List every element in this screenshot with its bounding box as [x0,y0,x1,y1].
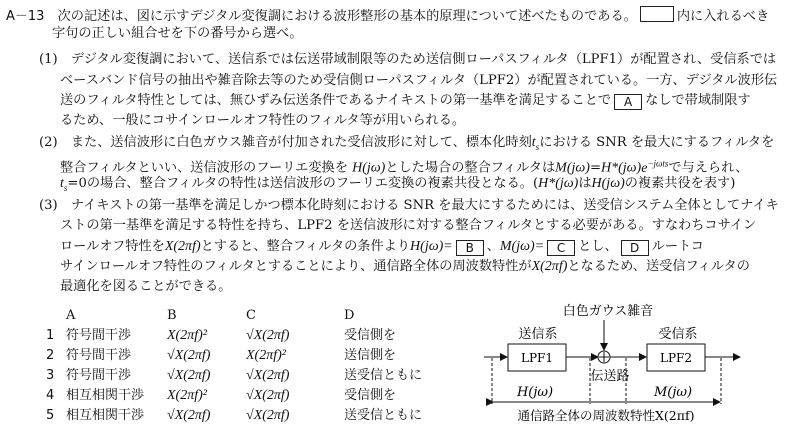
header-A: A [66,308,76,323]
table-row [0,386,470,406]
math-H-eq: H(jω)= [410,239,453,254]
cell-A: 相互相関干渉 [66,408,145,423]
para2-line3 [60,175,735,197]
cell-C [246,386,289,406]
cell-A: 相互相関干渉 [66,388,145,403]
sqrt-icon: √ [167,368,175,383]
row-number: 2 [46,348,55,363]
para2-text-g: は [578,176,592,191]
para1-line4: るため、一般にコサインロールオフ特性のフィルタ等が用いられる。 [60,113,466,128]
rx-label: 受信系 [658,327,698,342]
question-intro-line1 [6,6,769,25]
cell-B [167,346,210,366]
math-Hstar-2: H*(jω) [538,176,579,191]
para2-text-f: =0の場合、整合フィルタの特性は送信波形のフーリエ変換の複素共役となる。( [67,176,539,191]
cell-D: 受信側を [344,388,397,403]
math-eq: = [589,160,601,176]
cell-C [246,406,289,426]
math-X-2: X(2πf) [531,259,568,274]
cell-B [167,366,210,386]
para3-text-d: サインロールオフ特性のフィルタとすることにより、通信路全体の周波数特性が [60,259,532,274]
radicand: X(2πf) [174,348,211,363]
para3-line3 [60,238,704,256]
cell-B: X(2πf)² [167,328,207,343]
para2-text: (2) また、送信波形に白色ガウス雑音が付加された受信波形に対して、標本化時刻 [39,135,532,150]
radicand: X(2πf) [174,368,211,383]
question-intro-line2: 字句の正しい組合せを下の番号から選べ。 [52,26,303,41]
exp-base: e [641,160,648,176]
para1-line3-text: 送のフィルタ特性としては、無ひずみ伝送条件であるナイキストの第一基準を満足することで [60,93,612,108]
row-number: 1 [46,328,55,343]
ts-symbol-2: t [60,176,64,191]
para1-line2: ベースバンド信号の抽出や雑音除去等のため受信側ローパスフィルタ（LPF2）が配置されている。一方、デジタル波形伝 [60,73,778,88]
intro-text-2: 内に入れるべき [676,9,770,24]
radicand: X(2πf) [253,368,290,383]
math-X: X(2πf) [164,239,201,254]
para2-text-d: とした場合の整合フィルタは [385,160,556,176]
radicand: X(2πf) [253,388,290,403]
block-diagram [478,300,794,424]
para2-text-e: で与えられ、 [668,160,749,176]
blank-A: A [614,94,642,110]
blank-C: C [547,240,575,256]
H-label: H(jω) [516,385,554,400]
para3-line2: ストの第一基準を満足する特性を持ち、LPF2 を送信波形に対する整合フィルタとする必要がある。すなわちコサイン [60,218,757,233]
para2-text-b: における SNR を最大にするフィルタを [539,135,775,150]
radicand: X(2πf) [253,408,290,423]
sqrt-icon: √ [246,328,254,343]
header-B: B [167,308,177,323]
sqrt-icon: √ [167,408,175,423]
sqrt-icon: √ [246,368,254,383]
math-M: M(jω) [555,160,590,176]
noise-label: 白色ガウス雑音 [562,304,654,319]
math-Hstar: H*(jω) [601,160,642,176]
para3-text-b: とすると、整合フィルタの条件より [200,239,411,254]
intro-text: 次の記述は、図に示すデジタル変復調における波形整形の基本的原理について述べたものである。 [57,9,637,24]
exp-sup: −jωts [647,158,669,168]
para3-text-e: となるため、送受信フィルタの [567,259,750,274]
para3-text-a: ロールオフ特性を [60,239,165,254]
row-number: 4 [46,388,55,403]
tx-label: 送信系 [518,327,558,342]
cell-C [246,326,289,346]
para2-line1 [39,134,774,156]
header-D: D [344,308,355,323]
blank-box [640,6,674,22]
para1-line3 [60,92,751,110]
row-number: 5 [46,408,55,423]
channel-label: 伝送路 [590,369,630,384]
cell-C: X(2πf)² [246,348,286,363]
math-H-2: H(jω) [591,176,625,191]
math-exp [641,158,669,176]
ts-subscript: s [535,141,540,152]
table-row [0,406,470,426]
para3-line5: 最適化を図ることができる。 [60,279,232,294]
question-number: A－13 [6,9,45,24]
radicand: X(2πf) [253,328,290,343]
cell-B [167,406,210,426]
toshi-text: とし、 [578,239,618,254]
radicand: X(2πf) [174,408,211,423]
sqrt-icon: √ [246,388,254,403]
cell-D: 送受信ともに [344,408,423,423]
overall-label: 通信路全体の周波数特性X(2πf) [517,408,695,423]
cell-A: 符号間干渉 [66,348,132,363]
para2-text-c: 整合フィルタといい、送信波形のフーリエ変換を [60,160,348,176]
comma: 、 [486,239,500,254]
blank-B: B [456,240,484,256]
para1-line3-tail: なしで帯域制限す [645,93,751,108]
sqrt-icon: √ [246,408,254,423]
para2-line2 [60,155,748,177]
sqrt-icon: √ [167,348,175,363]
cell-D: 送信側を [344,348,397,363]
table-row [0,346,470,366]
table-row [0,366,470,386]
math-H: H(jω) [352,160,386,176]
para3-line4 [60,258,750,275]
para3-text-c: ルートコ [651,239,704,254]
header-C: C [246,308,256,323]
ts-symbol: t [531,135,536,150]
table-row [0,326,470,346]
cell-D: 受信側を [344,328,397,343]
cell-A: 符号間干渉 [66,328,132,343]
M-label: M(jω) [653,385,693,400]
cell-D: 送受信ともに [344,368,423,383]
cell-C [246,366,289,386]
math-M-eq: M(jω)= [499,239,545,254]
lpf1-label: LPF1 [520,351,554,365]
lpf2-label: LPF2 [659,351,693,365]
blank-D: D [621,240,649,256]
ts-subscript-2: s [63,182,68,193]
para1-line1: (1) デジタル変復調において、送信系では伝送帯域制限等のため送信側ローパスフィルタ（LPF1）が配置され、受信系では [39,52,777,67]
para2-text-h: の複素共役を表す) [624,176,736,191]
cell-B: X(2πf)² [167,388,207,403]
row-number: 3 [46,368,55,383]
para3-line1: (3) ナイキストの第一基準を満足しかつ標本化時刻における SNR を最大にするためには、送受信システム全体としてナイキ [39,198,779,213]
cell-A: 符号間干渉 [66,368,132,383]
